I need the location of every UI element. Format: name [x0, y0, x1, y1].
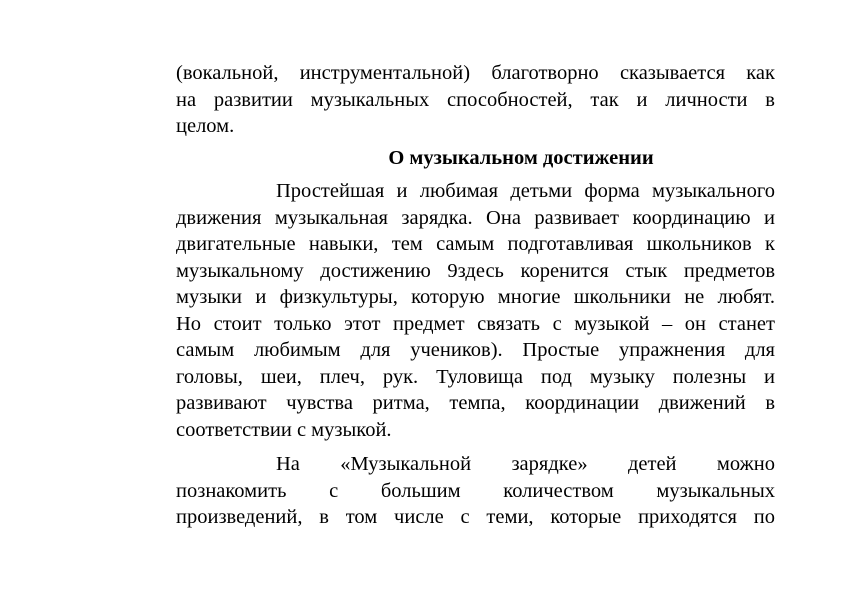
- paragraph-musical-warmup: [176, 451, 775, 531]
- text-line: (вокальной, инструментальной) благотворно сказывается как: [176, 62, 775, 84]
- section-heading: О музыкальном достижении: [388, 147, 654, 169]
- text-line: головы, шеи, плеч, рук. Туловища под музыку полезны и: [176, 365, 775, 388]
- text-line: На «Музыкальной зарядке» детей можно: [276, 453, 775, 475]
- text-line: Но стоит только этот предмет связать с музыкой – он станет: [176, 312, 775, 335]
- text-line: соответствии с музыкой.: [176, 418, 392, 441]
- text-line: двигательные навыки, тем самым подготавливая школьников к: [176, 233, 775, 255]
- text-line: на развитии музыкальных способностей, так и личности в: [176, 88, 775, 111]
- text-line: музыки и физкультуры, которую многие школьники не любят.: [176, 286, 775, 308]
- text-line: музыкальному достижению 9здесь коренится стык предметов: [176, 259, 775, 282]
- text-line: Простейшая и любимая детьми форма музыкального: [276, 180, 775, 202]
- paragraph-musical-exercise: [176, 178, 775, 443]
- paragraph-intro-ending: [176, 60, 775, 140]
- text-line: развивают чувства ритма, темпа, координации движений в: [176, 392, 775, 414]
- text-line: познакомить с большим количеством музыкальных: [176, 479, 775, 502]
- text-line: движения музыкальная зарядка. Она развивает координацию и: [176, 206, 775, 229]
- text-line: самым любимым для учеников). Простые упражнения для: [176, 339, 775, 361]
- text-line: произведений, в том числе с теми, которые приходятся по: [176, 506, 775, 528]
- text-line: целом.: [176, 115, 235, 137]
